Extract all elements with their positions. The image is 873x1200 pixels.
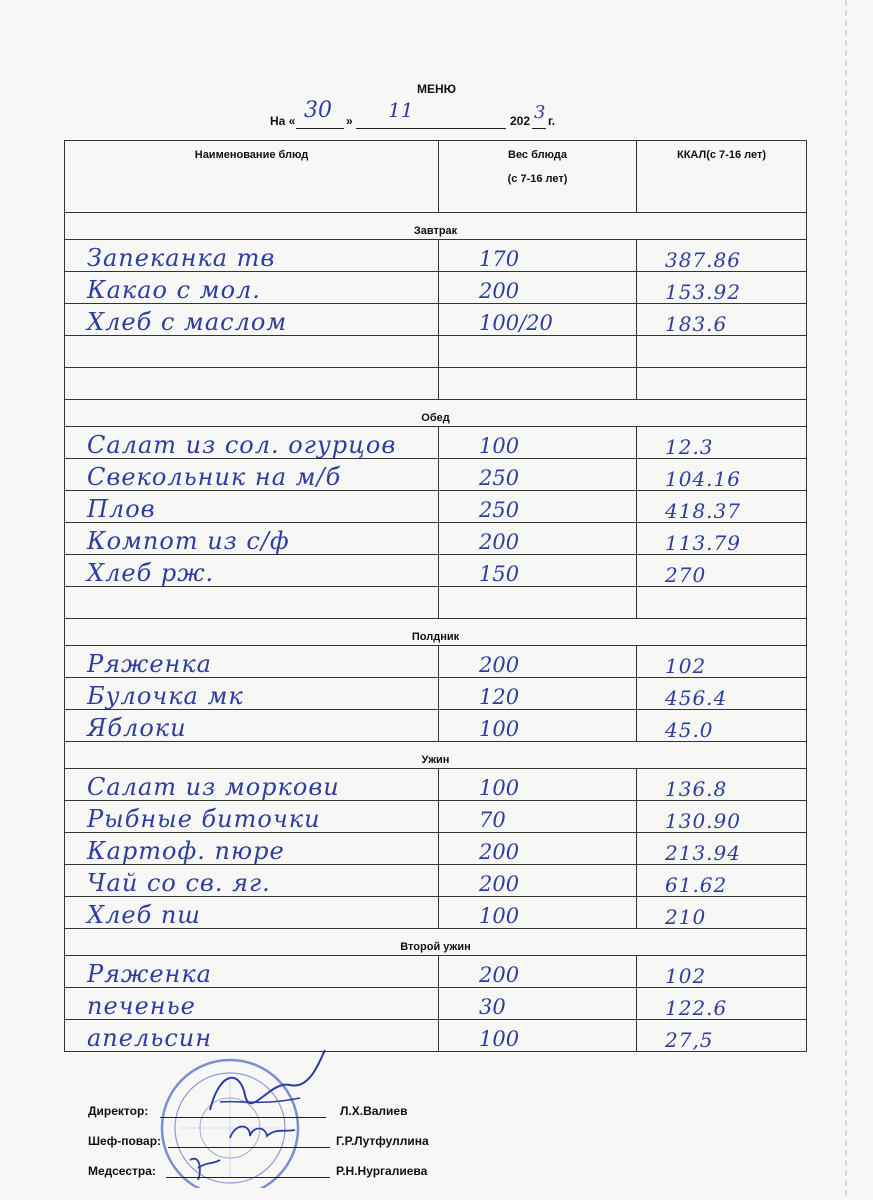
table-header-row xyxy=(65,141,807,213)
column-header-weight xyxy=(439,141,637,213)
cell-weight xyxy=(439,491,637,523)
handwritten-name xyxy=(65,398,438,399)
cell-name xyxy=(65,555,439,587)
year-underline xyxy=(532,128,546,129)
date-day: 30 xyxy=(304,98,332,123)
handwritten-kcal: 45.0 xyxy=(665,718,714,742)
scan-fold-line xyxy=(845,0,847,1200)
handwritten-name: печенье xyxy=(87,992,196,1020)
handwritten-weight xyxy=(439,617,636,618)
handwritten-weight: 100 xyxy=(479,1027,520,1051)
section-row xyxy=(65,213,807,240)
handwritten-name: Салат из сол. огурцов xyxy=(87,431,397,459)
handwritten-kcal: 12.3 xyxy=(665,435,714,459)
cell-weight xyxy=(439,304,637,336)
handwritten-name: Какао с мол. xyxy=(87,276,261,304)
handwritten-kcal: 130.90 xyxy=(665,809,741,833)
cell-weight xyxy=(439,897,637,929)
handwritten-weight: 200 xyxy=(479,840,520,864)
handwritten-weight: 100 xyxy=(479,717,520,741)
handwritten-name: Запеканка тв xyxy=(87,244,276,272)
signatures-block xyxy=(88,1096,688,1186)
handwritten-name: Свекольник на м/б xyxy=(87,463,342,491)
cell-name xyxy=(65,988,439,1020)
table-row xyxy=(65,555,807,587)
cell-kcal xyxy=(637,801,807,833)
cell-weight xyxy=(439,1020,637,1052)
table-row xyxy=(65,988,807,1020)
table-row xyxy=(65,336,807,368)
cell-name xyxy=(65,491,439,523)
cell-name xyxy=(65,240,439,272)
table-row xyxy=(65,491,807,523)
cell-weight xyxy=(439,427,637,459)
table-row xyxy=(65,833,807,865)
cell-kcal xyxy=(637,555,807,587)
handwritten-weight: 100 xyxy=(479,904,520,928)
handwritten-kcal: 136.8 xyxy=(665,777,728,801)
handwritten-name: Хлеб с маслом xyxy=(87,308,288,336)
table-row xyxy=(65,956,807,988)
handwritten-kcal: 113.79 xyxy=(665,531,741,555)
column-header-weight-age: (с 7-16 лет) xyxy=(507,173,568,185)
handwritten-kcal: 61.62 xyxy=(665,873,728,897)
cell-name xyxy=(65,710,439,742)
column-header-weight-label: Вес блюда xyxy=(508,149,567,161)
table-row xyxy=(65,801,807,833)
cell-weight xyxy=(439,769,637,801)
section-title: Ужин xyxy=(65,742,807,769)
section-row xyxy=(65,400,807,427)
handwritten-name: Компот из с/ф xyxy=(87,527,290,555)
section-row xyxy=(65,742,807,769)
table-row xyxy=(65,272,807,304)
handwritten-name: Плов xyxy=(87,495,156,523)
day-underline xyxy=(296,128,344,129)
cell-name xyxy=(65,304,439,336)
handwritten-kcal: 122.6 xyxy=(665,996,728,1020)
cell-name xyxy=(65,587,439,619)
cell-kcal xyxy=(637,491,807,523)
signature-role: Медсестра: xyxy=(88,1164,156,1178)
cell-kcal xyxy=(637,304,807,336)
section-title: Полдник xyxy=(65,619,807,646)
table-row xyxy=(65,769,807,801)
handwritten-kcal: 270 xyxy=(665,563,707,587)
cell-kcal xyxy=(637,710,807,742)
table-row xyxy=(65,459,807,491)
table-row xyxy=(65,587,807,619)
handwritten-weight xyxy=(439,398,636,399)
handwritten-name: Чай со св. яг. xyxy=(87,869,271,897)
cell-name xyxy=(65,336,439,368)
menu-table xyxy=(64,140,807,1052)
handwritten-name: Картоф. пюре xyxy=(87,837,285,865)
signature-row-director xyxy=(88,1096,688,1126)
handwritten-name: Хлеб пш xyxy=(87,901,202,929)
table-row xyxy=(65,427,807,459)
handwritten-kcal xyxy=(637,398,806,399)
handwritten-kcal: 27,5 xyxy=(665,1028,714,1052)
handwritten-kcal: 102 xyxy=(665,964,707,988)
section-row xyxy=(65,619,807,646)
handwritten-weight: 70 xyxy=(479,808,506,832)
handwritten-weight: 100 xyxy=(479,776,520,800)
signature-role: Директор: xyxy=(88,1104,149,1118)
handwritten-name: Ряженка xyxy=(87,960,212,988)
cell-kcal xyxy=(637,336,807,368)
handwritten-weight: 120 xyxy=(479,685,520,709)
year-digit: 3 xyxy=(534,102,546,123)
cell-name xyxy=(65,833,439,865)
handwritten-name: Булочка мк xyxy=(87,682,244,710)
cell-kcal xyxy=(637,646,807,678)
signature-line xyxy=(166,1177,330,1178)
signature-line xyxy=(160,1117,326,1118)
cell-weight xyxy=(439,710,637,742)
cell-name xyxy=(65,897,439,929)
handwritten-kcal xyxy=(637,617,806,618)
cell-kcal xyxy=(637,368,807,400)
handwritten-weight: 200 xyxy=(479,963,520,987)
handwritten-kcal: 387.86 xyxy=(665,248,741,272)
cell-name xyxy=(65,272,439,304)
cell-name xyxy=(65,646,439,678)
cell-name xyxy=(65,523,439,555)
signature-row-nurse xyxy=(88,1156,688,1186)
cell-weight xyxy=(439,865,637,897)
table-row xyxy=(65,368,807,400)
cell-weight xyxy=(439,523,637,555)
cell-name xyxy=(65,368,439,400)
cell-kcal xyxy=(637,427,807,459)
cell-kcal xyxy=(637,587,807,619)
handwritten-name: Хлеб рж. xyxy=(87,559,215,587)
handwritten-kcal: 456.4 xyxy=(665,686,728,710)
cell-weight xyxy=(439,646,637,678)
cell-name xyxy=(65,678,439,710)
cell-kcal xyxy=(637,769,807,801)
date-prefix: На « xyxy=(270,114,296,128)
table-row xyxy=(65,678,807,710)
table-row xyxy=(65,865,807,897)
cell-kcal xyxy=(637,1020,807,1052)
handwritten-kcal: 104.16 xyxy=(665,467,741,491)
cell-kcal xyxy=(637,865,807,897)
handwritten-weight: 200 xyxy=(479,653,520,677)
cell-kcal xyxy=(637,988,807,1020)
menu-date-line xyxy=(270,98,590,128)
column-header-name-label: Наименование блюд xyxy=(194,149,309,161)
handwritten-weight: 200 xyxy=(479,872,520,896)
handwritten-weight: 200 xyxy=(479,530,520,554)
page-title: МЕНЮ xyxy=(416,82,457,96)
cell-weight xyxy=(439,678,637,710)
handwritten-kcal: 102 xyxy=(665,654,707,678)
signature-person: Л.Х.Валиев xyxy=(340,1104,408,1118)
signature-role: Шеф-повар: xyxy=(88,1134,162,1148)
cell-name xyxy=(65,769,439,801)
handwritten-name: Ряженка xyxy=(87,650,212,678)
section-title: Второй ужин xyxy=(65,929,807,956)
year-prefix: 202 xyxy=(510,114,531,128)
handwritten-weight: 250 xyxy=(479,466,520,490)
table-row xyxy=(65,710,807,742)
table-row xyxy=(65,646,807,678)
cell-kcal xyxy=(637,833,807,865)
handwritten-name: Яблоки xyxy=(87,714,187,742)
cell-kcal xyxy=(637,459,807,491)
handwritten-kcal: 210 xyxy=(665,905,707,929)
handwritten-name: Салат из моркови xyxy=(87,773,340,801)
handwritten-weight: 100 xyxy=(479,434,520,458)
column-header-kcal-label: ККАЛ(с 7-16 лет) xyxy=(677,149,766,161)
handwritten-kcal: 418.37 xyxy=(665,499,741,523)
cell-kcal xyxy=(637,956,807,988)
cell-weight xyxy=(439,272,637,304)
cell-name xyxy=(65,801,439,833)
cell-kcal xyxy=(637,523,807,555)
cell-weight xyxy=(439,555,637,587)
table-row xyxy=(65,523,807,555)
cell-name xyxy=(65,956,439,988)
cell-weight xyxy=(439,956,637,988)
table-row xyxy=(65,240,807,272)
cell-weight xyxy=(439,336,637,368)
column-header-kcal xyxy=(637,141,807,213)
handwritten-name xyxy=(65,617,438,618)
handwritten-weight: 150 xyxy=(479,562,520,586)
cell-name xyxy=(65,459,439,491)
cell-weight xyxy=(439,833,637,865)
signature-person: Г.Р.Лутфуллина xyxy=(336,1134,429,1148)
cell-name xyxy=(65,427,439,459)
handwritten-kcal: 213.94 xyxy=(665,841,741,865)
date-month: 11 xyxy=(388,98,414,122)
cell-weight xyxy=(439,368,637,400)
section-title: Обед xyxy=(65,400,807,427)
cell-weight xyxy=(439,988,637,1020)
handwritten-weight: 170 xyxy=(479,247,520,271)
month-underline xyxy=(356,128,506,129)
table-row xyxy=(65,897,807,929)
handwritten-weight: 30 xyxy=(479,995,506,1019)
column-header-name xyxy=(65,141,439,213)
table-row xyxy=(65,304,807,336)
cell-weight xyxy=(439,240,637,272)
section-title: Завтрак xyxy=(65,213,807,240)
signature-row-chef xyxy=(88,1126,688,1156)
cell-kcal xyxy=(637,240,807,272)
cell-kcal xyxy=(637,272,807,304)
section-row xyxy=(65,929,807,956)
cell-name xyxy=(65,865,439,897)
cell-kcal xyxy=(637,897,807,929)
handwritten-weight: 250 xyxy=(479,498,520,522)
handwritten-kcal: 153.92 xyxy=(665,280,741,304)
handwritten-name: Рыбные биточки xyxy=(87,805,321,833)
cell-weight xyxy=(439,459,637,491)
cell-kcal xyxy=(637,678,807,710)
cell-weight xyxy=(439,801,637,833)
date-separator: » xyxy=(346,114,353,128)
handwritten-kcal: 183.6 xyxy=(665,312,728,336)
signature-person: Р.Н.Нургалиева xyxy=(336,1164,428,1178)
cell-weight xyxy=(439,587,637,619)
year-suffix: г. xyxy=(548,114,556,128)
handwritten-name: апельсин xyxy=(87,1024,213,1052)
signature-line xyxy=(168,1147,330,1148)
handwritten-weight: 100/20 xyxy=(479,311,553,335)
handwritten-weight: 200 xyxy=(479,279,520,303)
